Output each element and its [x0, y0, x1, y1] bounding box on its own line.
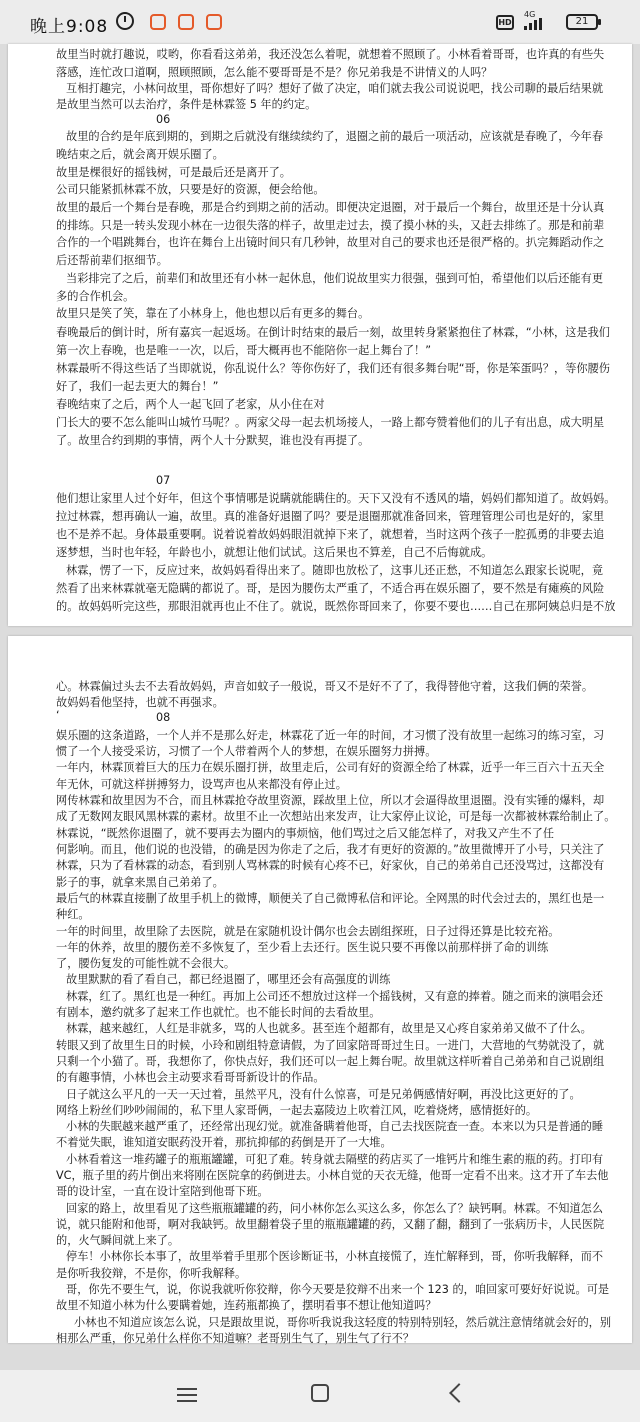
text-line: 故里的合约是年底到期的，到期之后就没有继续续约了，退圈之前的最后一项活动，应该就是春晚了，今年春	[66, 130, 604, 143]
document-page-1[interactable]	[8, 44, 632, 626]
text-line: 是故里当然可以去治疗，条件是林霖签 5 年的约定。	[56, 98, 317, 111]
menu-icon[interactable]	[177, 1388, 197, 1402]
text-line: 一年的休养，故里的腰伤差不多恢复了，至少看上去还行。医生说只要不再像以前那样拼了命的训练	[56, 941, 549, 954]
battery-icon: 21	[566, 14, 598, 30]
hd-icon: HD	[496, 15, 514, 30]
text-line: 门长大的要不怎么能叫山城竹马呢？。两家父母一起去机场接人，一路上都夸赞着他们的儿子有出息，成大明星	[56, 416, 605, 429]
text-line: 故里只是笑了笑，靠在了小林身上，他也想以后有更多的舞台。	[56, 307, 370, 320]
text-line: 小林也不知道应该怎么说，只是跟故里说，哥你听我说我这轻度的特别特别轻，然后就注意情绪就会好的，别	[74, 1316, 612, 1329]
text-line: 成了无数网友眼风黑林霖的素材。故里不止一次想站出来发声，让大家停止议论，可是每一次都被林霖给制止了。	[56, 810, 616, 823]
network-label: 4G	[524, 10, 536, 19]
text-line: 的。故妈妈听完这些，那眼泪就再也止不住了。就说，既然你哥回来了，你要不要也……自己在那阿姨总归是不放	[56, 600, 616, 613]
text-line: 有剧本，邀约就多了起来工作也就忙。也不能长时间的去看故里。	[56, 1006, 381, 1019]
text-line: 种红。	[56, 908, 90, 921]
text-line: 哥的设计室，一直在设计室陪到他哥下班。	[56, 1185, 269, 1198]
text-line: 合作的一个唱跳舞台，也许在舞台上出镜时间只有几秒钟，故里对自己的要求也还是很严格的。扒完舞蹈动作之	[56, 236, 605, 249]
alarm-icon	[116, 12, 134, 30]
text-line: 也不是养不起。身体最重要啊。说着说着故妈妈眼泪就掉下来了，就想着，当时这两个孩子一腔孤勇的非要去追	[56, 528, 605, 541]
text-line: 公司只能紧抓林霖不放，只要是好的资源，便会给他。	[56, 183, 325, 196]
text-line: 然看了出来林霖就毫无隐瞒的都说了。哥，是因为腰伤太严重了，不适合再在娱乐圈了，要不然是有瘫痪的风险	[56, 582, 605, 595]
app-notification-icon	[150, 14, 166, 30]
text-line: 拉过林霖，想再确认一遍，故里。真的准备好退圈了吗？要是退圈那就准备回来，管理管理公司也是好的，家里	[56, 510, 605, 523]
text-line: 当彩排完了之后，前辈们和故里还有小林一起休息，他们说故里实力很强，强到可怕，希望他们以后还能有更	[66, 272, 604, 285]
text-line: 说，就只能附和他哥，啊对我缺钙。故里翻着袋子里的瓶瓶罐罐的药，又翻了翻，翻到了一张病历卡，人民医院	[56, 1218, 605, 1231]
navigation-bar	[0, 1370, 640, 1422]
text-line: 林霖最听不得这些话了当即就说，你乱说什么？等你伤好了，我们还有很多舞台呢“哥，你是笨蛋吗？，等你腰伤	[56, 362, 610, 375]
text-line: 故里是棵很好的摇钱树，可是最后还是离开了。	[56, 166, 291, 179]
signal-icon	[524, 18, 542, 30]
text-line: 何影响。而且，他们说的也没错，的确是因为你走了之后，我才有更好的资源的。”故里微博开了小号，只关注了	[56, 843, 605, 856]
text-line: 最后气的林霖直接删了故里手机上的微博，顺便关了自己微博私信和评论。全网黑的时代会过去的，黑红也是一	[56, 892, 605, 905]
text-line: 了。故里合约到期的事情，两个人十分默契，谁也没有再提了。	[56, 434, 370, 447]
text-line: 回家的路上，故里看见了这些瓶瓶罐罐的药，问小林你怎么买这么多，你怎么了？缺钙啊。林霖。不知道怎么	[66, 1202, 604, 1215]
text-line: 心。林霖偏过头去不去看故妈妈，声音如蚊子一般说，哥又不是好不了了，我得替他守着，这我们俩的荣誉。	[56, 680, 594, 693]
text-line: 停车！小林你长本事了，故里举着手里那个医诊断证书，小林直接慌了，连忙解释到，哥，你听我解释，而不	[66, 1250, 604, 1263]
text-line: VC，瓶子里的药片倒出来将刚在医院拿的药倒进去。小林自觉的天衣无缝，他哥一定看不出来。这才开了车去他	[56, 1169, 609, 1182]
app-notification-icon	[178, 14, 194, 30]
text-line: 故里的最后一个舞台是春晚，那是合约到期之前的活动。即便决定退圈，对于最后一个舞台，故里还是十分认真	[56, 201, 605, 214]
text-line: 故里默默的看了看自己，都已经退圈了，哪里还会有高强度的训练	[66, 973, 391, 986]
text-line: 只剩一个小猫了。哥，我想你了，你快点好，我们还可以一起上舞台呢。故里就这样听着自己弟弟和自己说剧组	[56, 1055, 605, 1068]
text-line: 林霖，只为了看林霖的动态，看到别人骂林霖的时候有心疼不已，好家伙，自己的弟弟自己还没骂过，这都没有	[56, 859, 605, 872]
text-line: 晚结束之后，就会离开娱乐圈了。	[56, 148, 224, 161]
document-page-2[interactable]	[8, 636, 632, 1343]
text-line: 哥，你先不要生气，说，你说我就听你狡辩，你今天要是狡辩不出来一个 123 的，咱回家可要好好说说。可是	[66, 1283, 610, 1296]
text-line: 一年内，林霖顶着巨大的压力在娱乐圈打拼，故里走后，公司有好的资源全给了林霖，近乎一年三百六十五天全	[56, 761, 605, 774]
text-line: 多的合作机会。	[56, 290, 135, 303]
text-line: 小林的失眠越来越严重了，还经常出现幻觉。就准备瞒着他哥，自己去找医院查一查。本来以为只是普通的睡	[66, 1120, 604, 1133]
text-line: 第一次上春晚，也是唯一一次，以后，哥大概再也不能陪你一起上舞台了！”	[56, 344, 431, 357]
text-line: 相那么严重，你兄弟什么样你不知道嘛？老哥别生气了，别生气了行不？	[56, 1332, 415, 1345]
text-line: 他们想让家里人过个好年，但这个事情哪是说瞒就能瞒住的。天下又没有不透风的墙，妈妈们都知道了。故妈妈。	[56, 492, 616, 505]
text-line: 网络上粉丝们吵吵闹闹的，私下里人家哥俩，一起去嘉陵边上吹着江风，吃着烧烤，感情挺好的。	[56, 1104, 538, 1117]
text-line: 林霖，红了。黑红也是一种红。再加上公司还不想放过这样一个摇钱树，又有意的捧着。随之而来的演唱会还	[66, 990, 604, 1003]
status-bar	[0, 0, 640, 44]
app-notification-icon	[206, 14, 222, 30]
text-line: 林霖说，“既然你退圈了，就不要再去为圈内的事烦恼，他们骂过之后又能怎样了，对我又产生不了任	[56, 827, 555, 840]
text-line: 后还帮前辈们抠细节。	[56, 254, 168, 267]
text-line: 的排练。只是一转头发现小林在一边很失落的样子，故里走过去，摸了摸小林的头，又赶去排练了。那是和前辈	[56, 219, 605, 232]
text-line: 林霖，愣了一下，反应过来，故妈妈看得出来了。随即也放松了，这事儿还正愁，不知道怎么跟家长说呢，竟	[66, 564, 604, 577]
text-line: 落感，连忙改口道啊，照顾照顾，怎么能不要哥哥是不是？你兄弟我是不讲情义的人吗？	[56, 66, 493, 79]
text-line: 互相打趣完，小林问故里，哥你想好了吗？想好了做了决定，咱们就去我公司说说吧，找公司聊的最后结果就	[66, 82, 604, 95]
back-icon[interactable]	[449, 1383, 469, 1403]
text-line: 日子就这么平凡的一天一天过着，虽然平凡，没有什么惊喜，可是兄弟俩感情好啊，再没比这更好的了。	[66, 1088, 581, 1101]
text-line: 了，腰伤复发的可能性就不会很大。	[56, 957, 236, 970]
text-line: 春晚结束了之后，两个人一起飞回了老家，从小住在对	[56, 398, 325, 411]
text-line: 是你听我狡辩，不是你，你听我解释。	[56, 1267, 247, 1280]
text-line: 惯了一个人接受采访，习惯了一个人带着两个人的梦想，在娱乐圈努力拼搏。	[56, 745, 437, 758]
text-line: 转眼又到了故里生日的时候，小玲和剧组特意请假，为了回家陪哥哥过生日。一进门，大营地的气势就没了，就	[56, 1039, 605, 1052]
status-time: 晚上9:08	[30, 17, 109, 37]
text-line: 逐梦想，当时也年轻，年龄也小，就想让他们试试。这后果也不算差，自己不后悔就成。	[56, 546, 493, 559]
text-line: 故妈妈看他坚持，也就不再强求。	[56, 696, 224, 709]
section-number: 06	[156, 113, 171, 126]
text-line: 年无休，可就这样拼搏努力，设骂声也从来都没有停止过。	[56, 778, 347, 791]
text-line: 故里不知道小林为什么要瞒着她，连药瓶都换了，摆明看事不想让他知道吗？	[56, 1299, 437, 1312]
text-line: 林霖，越来越红，人红是非就多，骂的人也就多。甚至连个超都有，故里是又心疼自家弟弟又做不了什么。	[66, 1022, 592, 1035]
text-line: 影子的事，就拿来黑自己弟弟了。	[56, 876, 224, 889]
home-icon[interactable]	[311, 1384, 329, 1402]
text-line: 的，火气瞬间就上来了。	[56, 1234, 180, 1247]
text-line: ‘	[56, 708, 60, 722]
section-number: 08	[156, 710, 171, 724]
text-line: 好了，我们一起去更大的舞台！”	[56, 380, 219, 393]
text-line: 春晚最后的倒计时，所有嘉宾一起返场。在倒计时结束的最后一刻，故里转身紧紧抱住了林霖，“小林，这是我们	[56, 326, 610, 339]
text-line: 网传林霖和故里因为不合，而且林霖抢夺故里资源，踩故里上位，所以才会逼得故里退圈。没有实锤的爆料，却	[56, 794, 605, 807]
text-line: 一年的时间里，故里除了去医院，就是在家随机设计偶尔也会去剧组探班，日子过得还算是比较充裕。	[56, 925, 560, 938]
text-line: 娱乐圈的这条道路，一个人并不是那么好走，林霖花了近一年的时间，才习惯了没有故里一起练习的练习室，习	[56, 729, 605, 742]
text-line: 不着觉失眠，谁知道安眠药没开着，那抗抑郁的药倒是开了一大堆。	[56, 1136, 392, 1149]
text-line: 的有趣事情，小林也会主动要求看哥哥新设计的作品。	[56, 1071, 325, 1084]
text-line: 小林看着这一堆药罐子的瓶瓶罐罐，可犯了难。转身就去隔壁的药店买了一堆钙片和维生素的瓶的药。打印有	[66, 1153, 604, 1166]
section-number: 07	[156, 474, 171, 487]
text-line: 故里当时就打趣说，哎哟，你看看这弟弟，我还没怎么着呢，就想着不照顾了。小林看着哥哥，也许真的有些失	[56, 48, 605, 61]
